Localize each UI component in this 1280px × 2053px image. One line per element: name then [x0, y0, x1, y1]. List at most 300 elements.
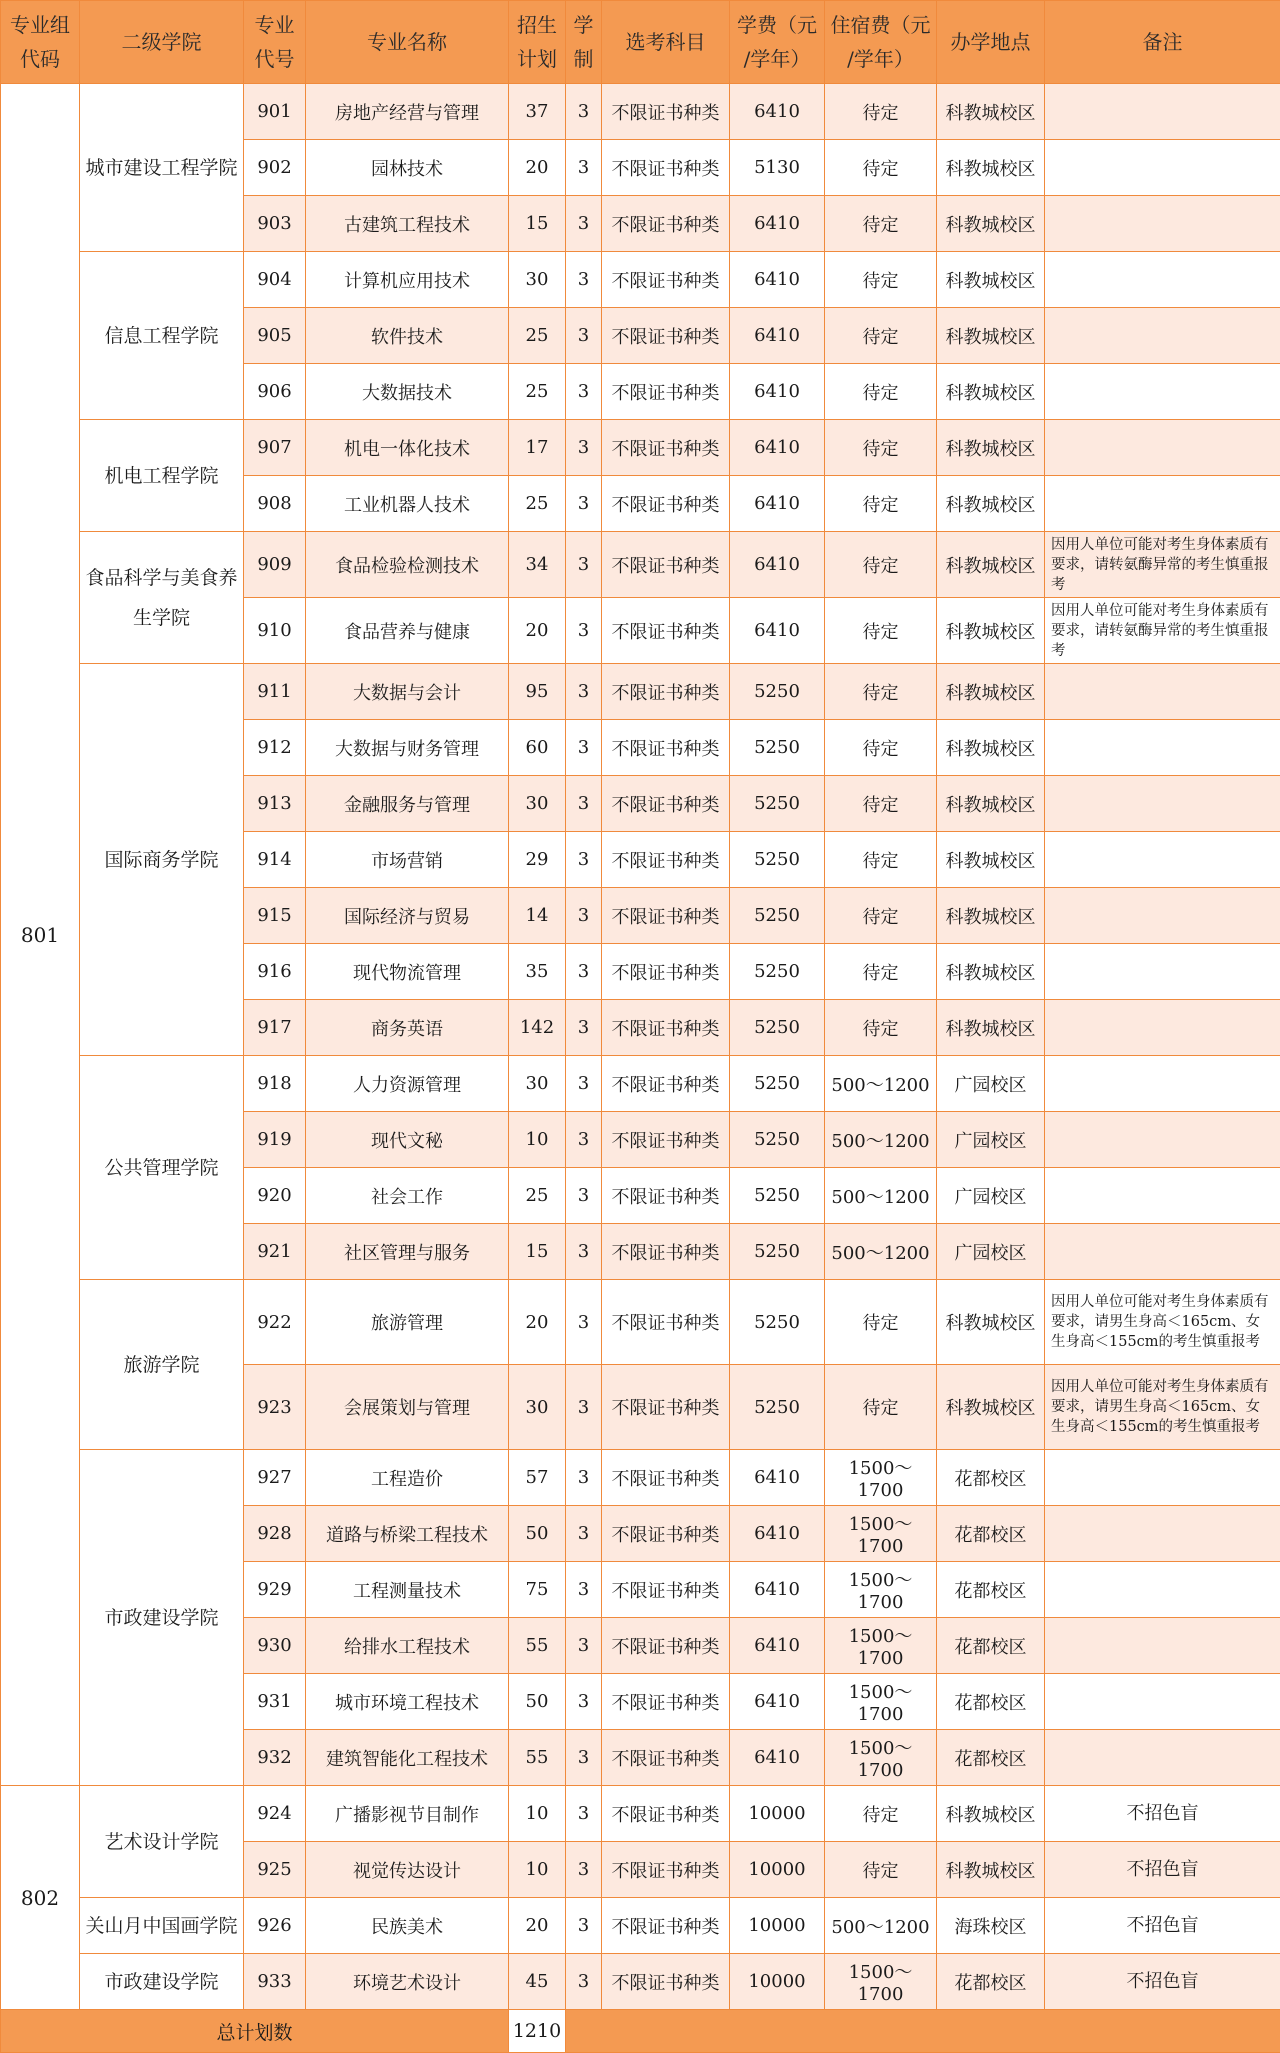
lodging-cell: 待定: [825, 252, 937, 308]
tuition-cell: 6410: [730, 252, 825, 308]
lodging-cell: 待定: [825, 140, 937, 196]
header-row: [1, 1, 1280, 84]
plan-cell: 10: [509, 1112, 566, 1168]
years-cell: 3: [566, 476, 602, 532]
total-value: 1210: [509, 2010, 566, 2053]
plan-cell: 37: [509, 84, 566, 140]
subject-cell: 不限证书种类: [602, 196, 730, 252]
major-name-cell: 工程测量技术: [306, 1562, 509, 1618]
campus-cell: 花都校区: [937, 1730, 1045, 1786]
years-cell: 3: [566, 1000, 602, 1056]
lodging-cell: 500～1200: [825, 1112, 937, 1168]
major-code-cell: 907: [244, 420, 306, 476]
major-name-cell: 环境艺术设计: [306, 1954, 509, 2010]
college-cell: 旅游学院: [80, 1280, 244, 1450]
major-name-cell: 大数据与财务管理: [306, 720, 509, 776]
major-name-cell: 软件技术: [306, 308, 509, 364]
subject-cell: 不限证书种类: [602, 1112, 730, 1168]
major-code-cell: 905: [244, 308, 306, 364]
college-cell: 市政建设学院: [80, 1954, 244, 2010]
major-code-cell: 922: [244, 1280, 306, 1365]
major-name-cell: 工程造价: [306, 1450, 509, 1506]
years-cell: 3: [566, 888, 602, 944]
years-cell: 3: [566, 252, 602, 308]
remark-cell: [1045, 84, 1280, 140]
lodging-cell: 1500～1700: [825, 1562, 937, 1618]
lodging-cell: 待定: [825, 1280, 937, 1365]
plan-cell: 30: [509, 252, 566, 308]
major-name-cell: 计算机应用技术: [306, 252, 509, 308]
major-code-cell: 918: [244, 1056, 306, 1112]
header-remark: 备注: [1045, 1, 1280, 84]
remark-cell: [1045, 664, 1280, 720]
years-cell: 3: [566, 140, 602, 196]
major-name-cell: 园林技术: [306, 140, 509, 196]
tuition-cell: 6410: [730, 1506, 825, 1562]
group-code-cell: 801: [1, 84, 80, 1786]
subject-cell: 不限证书种类: [602, 364, 730, 420]
plan-cell: 25: [509, 1168, 566, 1224]
subject-cell: 不限证书种类: [602, 832, 730, 888]
subject-cell: 不限证书种类: [602, 140, 730, 196]
remark-cell: [1045, 1450, 1280, 1506]
remark-cell: 因用人单位可能对考生身体素质有要求，请转氨酶异常的考生慎重报考: [1045, 532, 1280, 598]
header-major-code: 专业 代号: [244, 1, 306, 84]
subject-cell: 不限证书种类: [602, 1224, 730, 1280]
major-name-cell: 会展策划与管理: [306, 1365, 509, 1450]
remark-cell: [1045, 832, 1280, 888]
subject-cell: 不限证书种类: [602, 1674, 730, 1730]
major-name-cell: 建筑智能化工程技术: [306, 1730, 509, 1786]
major-name-cell: 房地产经营与管理: [306, 84, 509, 140]
campus-cell: 花都校区: [937, 1506, 1045, 1562]
tuition-cell: 5250: [730, 832, 825, 888]
remark-cell: [1045, 308, 1280, 364]
campus-cell: 科教城校区: [937, 1280, 1045, 1365]
plan-cell: 25: [509, 364, 566, 420]
plan-cell: 15: [509, 196, 566, 252]
subject-cell: 不限证书种类: [602, 1056, 730, 1112]
subject-cell: 不限证书种类: [602, 1168, 730, 1224]
lodging-cell: 待定: [825, 776, 937, 832]
campus-cell: 科教城校区: [937, 832, 1045, 888]
lodging-cell: 1500～1700: [825, 1674, 937, 1730]
years-cell: 3: [566, 1056, 602, 1112]
subject-cell: 不限证书种类: [602, 1450, 730, 1506]
plan-cell: 10: [509, 1786, 566, 1842]
lodging-cell: 待定: [825, 664, 937, 720]
plan-cell: 34: [509, 532, 566, 598]
tuition-cell: 6410: [730, 420, 825, 476]
table-row: [1, 84, 1280, 140]
major-code-cell: 909: [244, 532, 306, 598]
major-name-cell: 广播影视节目制作: [306, 1786, 509, 1842]
subject-cell: 不限证书种类: [602, 1842, 730, 1898]
years-cell: 3: [566, 196, 602, 252]
major-code-cell: 916: [244, 944, 306, 1000]
remark-cell: [1045, 140, 1280, 196]
major-code-cell: 906: [244, 364, 306, 420]
header-lodging: 住宿费（元 /学年）: [825, 1, 937, 84]
plan-cell: 25: [509, 476, 566, 532]
plan-cell: 57: [509, 1450, 566, 1506]
remark-cell: 不招色盲: [1045, 1954, 1280, 2010]
lodging-cell: 待定: [825, 598, 937, 664]
tuition-cell: 5250: [730, 1000, 825, 1056]
campus-cell: 海珠校区: [937, 1898, 1045, 1954]
tuition-cell: 6410: [730, 1450, 825, 1506]
major-code-cell: 933: [244, 1954, 306, 2010]
lodging-cell: 待定: [825, 1000, 937, 1056]
remark-cell: [1045, 420, 1280, 476]
plan-cell: 50: [509, 1506, 566, 1562]
years-cell: 3: [566, 364, 602, 420]
campus-cell: 科教城校区: [937, 664, 1045, 720]
campus-cell: 科教城校区: [937, 476, 1045, 532]
plan-cell: 30: [509, 1056, 566, 1112]
college-cell: 城市建设工程学院: [80, 84, 244, 252]
campus-cell: 科教城校区: [937, 420, 1045, 476]
subject-cell: 不限证书种类: [602, 476, 730, 532]
lodging-cell: 500～1200: [825, 1224, 937, 1280]
major-name-cell: 食品检验检测技术: [306, 532, 509, 598]
remark-cell: [1045, 1168, 1280, 1224]
lodging-cell: 1500～1700: [825, 1450, 937, 1506]
major-name-cell: 工业机器人技术: [306, 476, 509, 532]
subject-cell: 不限证书种类: [602, 1365, 730, 1450]
plan-cell: 75: [509, 1562, 566, 1618]
plan-cell: 60: [509, 720, 566, 776]
plan-cell: 50: [509, 1674, 566, 1730]
years-cell: 3: [566, 1280, 602, 1365]
subject-cell: 不限证书种类: [602, 1280, 730, 1365]
table-row: [1, 420, 1280, 476]
plan-cell: 30: [509, 776, 566, 832]
tuition-cell: 6410: [730, 1562, 825, 1618]
major-name-cell: 商务英语: [306, 1000, 509, 1056]
tuition-cell: 6410: [730, 1674, 825, 1730]
campus-cell: 科教城校区: [937, 140, 1045, 196]
remark-cell: [1045, 252, 1280, 308]
subject-cell: 不限证书种类: [602, 1562, 730, 1618]
lodging-cell: 待定: [825, 420, 937, 476]
major-name-cell: 旅游管理: [306, 1280, 509, 1365]
tuition-cell: 10000: [730, 1842, 825, 1898]
campus-cell: 花都校区: [937, 1954, 1045, 2010]
remark-cell: [1045, 196, 1280, 252]
header-years: 学 制: [566, 1, 602, 84]
plan-cell: 55: [509, 1730, 566, 1786]
years-cell: 3: [566, 1786, 602, 1842]
years-cell: 3: [566, 598, 602, 664]
subject-cell: 不限证书种类: [602, 1730, 730, 1786]
college-cell: 国际商务学院: [80, 664, 244, 1056]
lodging-cell: 1500～1700: [825, 1954, 937, 2010]
header-group-code: 专业组 代码: [1, 1, 80, 84]
major-name-cell: 现代物流管理: [306, 944, 509, 1000]
remark-cell: 不招色盲: [1045, 1842, 1280, 1898]
lodging-cell: 待定: [825, 888, 937, 944]
tuition-cell: 6410: [730, 84, 825, 140]
remark-cell: [1045, 1730, 1280, 1786]
years-cell: 3: [566, 1730, 602, 1786]
campus-cell: 科教城校区: [937, 1842, 1045, 1898]
college-cell: 机电工程学院: [80, 420, 244, 532]
tuition-cell: 10000: [730, 1786, 825, 1842]
plan-cell: 20: [509, 1280, 566, 1365]
major-code-cell: 901: [244, 84, 306, 140]
subject-cell: 不限证书种类: [602, 532, 730, 598]
plan-cell: 35: [509, 944, 566, 1000]
subject-cell: 不限证书种类: [602, 944, 730, 1000]
major-name-cell: 社会工作: [306, 1168, 509, 1224]
lodging-cell: 待定: [825, 832, 937, 888]
subject-cell: 不限证书种类: [602, 84, 730, 140]
remark-cell: [1045, 1674, 1280, 1730]
lodging-cell: 1500～1700: [825, 1730, 937, 1786]
years-cell: 3: [566, 776, 602, 832]
remark-cell: [1045, 1112, 1280, 1168]
subject-cell: 不限证书种类: [602, 664, 730, 720]
tuition-cell: 6410: [730, 196, 825, 252]
campus-cell: 科教城校区: [937, 1365, 1045, 1450]
campus-cell: 科教城校区: [937, 532, 1045, 598]
plan-cell: 55: [509, 1618, 566, 1674]
remark-cell: [1045, 1506, 1280, 1562]
campus-cell: 科教城校区: [937, 1786, 1045, 1842]
remark-cell: 不招色盲: [1045, 1786, 1280, 1842]
table-row: [1, 532, 1280, 598]
major-code-cell: 932: [244, 1730, 306, 1786]
years-cell: 3: [566, 84, 602, 140]
lodging-cell: 待定: [825, 1365, 937, 1450]
campus-cell: 科教城校区: [937, 944, 1045, 1000]
years-cell: 3: [566, 1954, 602, 2010]
subject-cell: 不限证书种类: [602, 888, 730, 944]
years-cell: 3: [566, 532, 602, 598]
major-name-cell: 城市环境工程技术: [306, 1674, 509, 1730]
subject-cell: 不限证书种类: [602, 308, 730, 364]
plan-cell: 20: [509, 140, 566, 196]
campus-cell: 广园校区: [937, 1056, 1045, 1112]
tuition-cell: 5250: [730, 664, 825, 720]
tuition-cell: 6410: [730, 1730, 825, 1786]
plan-cell: 20: [509, 598, 566, 664]
lodging-cell: 待定: [825, 364, 937, 420]
major-code-cell: 926: [244, 1898, 306, 1954]
major-code-cell: 913: [244, 776, 306, 832]
subject-cell: 不限证书种类: [602, 1506, 730, 1562]
major-code-cell: 923: [244, 1365, 306, 1450]
lodging-cell: 待定: [825, 308, 937, 364]
tuition-cell: 10000: [730, 1954, 825, 2010]
plan-cell: 10: [509, 1842, 566, 1898]
years-cell: 3: [566, 420, 602, 476]
plan-cell: 29: [509, 832, 566, 888]
subject-cell: 不限证书种类: [602, 1000, 730, 1056]
campus-cell: 广园校区: [937, 1224, 1045, 1280]
tuition-cell: 6410: [730, 598, 825, 664]
years-cell: 3: [566, 1365, 602, 1450]
plan-cell: 17: [509, 420, 566, 476]
remark-cell: 不招色盲: [1045, 1898, 1280, 1954]
major-code-cell: 912: [244, 720, 306, 776]
group-code-cell: 802: [1, 1786, 80, 2010]
college-cell: 艺术设计学院: [80, 1786, 244, 1898]
subject-cell: 不限证书种类: [602, 252, 730, 308]
college-cell: 市政建设学院: [80, 1450, 244, 1786]
years-cell: 3: [566, 1898, 602, 1954]
major-code-cell: 919: [244, 1112, 306, 1168]
plan-cell: 30: [509, 1365, 566, 1450]
major-name-cell: 大数据技术: [306, 364, 509, 420]
lodging-cell: 待定: [825, 1842, 937, 1898]
remark-cell: [1045, 364, 1280, 420]
remark-cell: [1045, 1562, 1280, 1618]
tuition-cell: 5250: [730, 1224, 825, 1280]
years-cell: 3: [566, 720, 602, 776]
table-row: [1, 1898, 1280, 1954]
remark-cell: [1045, 476, 1280, 532]
college-cell: 关山月中国画学院: [80, 1898, 244, 1954]
remark-cell: [1045, 776, 1280, 832]
major-code-cell: 902: [244, 140, 306, 196]
table-row: [1, 1280, 1280, 1365]
remark-cell: [1045, 1056, 1280, 1112]
years-cell: 3: [566, 1562, 602, 1618]
years-cell: 3: [566, 1168, 602, 1224]
plan-cell: 20: [509, 1898, 566, 1954]
campus-cell: 科教城校区: [937, 598, 1045, 664]
campus-cell: 科教城校区: [937, 1000, 1045, 1056]
major-code-cell: 930: [244, 1618, 306, 1674]
major-name-cell: 国际经济与贸易: [306, 888, 509, 944]
major-code-cell: 908: [244, 476, 306, 532]
lodging-cell: 待定: [825, 532, 937, 598]
campus-cell: 花都校区: [937, 1618, 1045, 1674]
tuition-cell: 5130: [730, 140, 825, 196]
major-code-cell: 914: [244, 832, 306, 888]
major-code-cell: 915: [244, 888, 306, 944]
years-cell: 3: [566, 832, 602, 888]
lodging-cell: 500～1200: [825, 1898, 937, 1954]
plan-cell: 45: [509, 1954, 566, 2010]
campus-cell: 科教城校区: [937, 252, 1045, 308]
major-name-cell: 大数据与会计: [306, 664, 509, 720]
remark-cell: 因用人单位可能对考生身体素质有要求，请转氨酶异常的考生慎重报考: [1045, 598, 1280, 664]
major-code-cell: 920: [244, 1168, 306, 1224]
years-cell: 3: [566, 1506, 602, 1562]
lodging-cell: 待定: [825, 196, 937, 252]
major-name-cell: 民族美术: [306, 1898, 509, 1954]
campus-cell: 科教城校区: [937, 196, 1045, 252]
major-name-cell: 道路与桥梁工程技术: [306, 1506, 509, 1562]
lodging-cell: 待定: [825, 476, 937, 532]
years-cell: 3: [566, 1224, 602, 1280]
major-name-cell: 视觉传达设计: [306, 1842, 509, 1898]
remark-cell: [1045, 888, 1280, 944]
major-name-cell: 古建筑工程技术: [306, 196, 509, 252]
lodging-cell: 500～1200: [825, 1168, 937, 1224]
campus-cell: 花都校区: [937, 1450, 1045, 1506]
table-row: [1, 664, 1280, 720]
major-name-cell: 食品营养与健康: [306, 598, 509, 664]
table-row: [1, 1056, 1280, 1112]
plan-cell: 15: [509, 1224, 566, 1280]
tuition-cell: 6410: [730, 532, 825, 598]
plan-cell: 95: [509, 664, 566, 720]
tuition-cell: 5250: [730, 1112, 825, 1168]
tuition-cell: 6410: [730, 308, 825, 364]
major-code-cell: 924: [244, 1786, 306, 1842]
total-row: [1, 2010, 1280, 2053]
years-cell: 3: [566, 944, 602, 1000]
table-row: [1, 1450, 1280, 1506]
major-code-cell: 929: [244, 1562, 306, 1618]
campus-cell: 广园校区: [937, 1112, 1045, 1168]
subject-cell: 不限证书种类: [602, 420, 730, 476]
major-name-cell: 人力资源管理: [306, 1056, 509, 1112]
remark-cell: [1045, 1618, 1280, 1674]
campus-cell: 科教城校区: [937, 84, 1045, 140]
years-cell: 3: [566, 1450, 602, 1506]
plan-cell: 14: [509, 888, 566, 944]
years-cell: 3: [566, 1842, 602, 1898]
lodging-cell: 500～1200: [825, 1056, 937, 1112]
remark-cell: 因用人单位可能对考生身体素质有要求，请男生身高＜165cm、女生身高＜155cm的考生慎重报考: [1045, 1280, 1280, 1365]
subject-cell: 不限证书种类: [602, 1954, 730, 2010]
total-label: 总计划数: [1, 2010, 509, 2053]
major-code-cell: 904: [244, 252, 306, 308]
college-cell: 食品科学与美食养生学院: [80, 532, 244, 664]
campus-cell: 广园校区: [937, 1168, 1045, 1224]
lodging-cell: 待定: [825, 720, 937, 776]
tuition-cell: 5250: [730, 776, 825, 832]
years-cell: 3: [566, 1674, 602, 1730]
header-campus: 办学地点: [937, 1, 1045, 84]
major-name-cell: 市场营销: [306, 832, 509, 888]
lodging-cell: 1500～1700: [825, 1506, 937, 1562]
major-code-cell: 927: [244, 1450, 306, 1506]
lodging-cell: 待定: [825, 944, 937, 1000]
campus-cell: 科教城校区: [937, 720, 1045, 776]
campus-cell: 科教城校区: [937, 888, 1045, 944]
table-row: [1, 1954, 1280, 2010]
major-name-cell: 机电一体化技术: [306, 420, 509, 476]
subject-cell: 不限证书种类: [602, 1898, 730, 1954]
major-code-cell: 921: [244, 1224, 306, 1280]
major-code-cell: 928: [244, 1506, 306, 1562]
campus-cell: 科教城校区: [937, 364, 1045, 420]
plan-cell: 142: [509, 1000, 566, 1056]
campus-cell: 科教城校区: [937, 308, 1045, 364]
subject-cell: 不限证书种类: [602, 598, 730, 664]
tuition-cell: 5250: [730, 1365, 825, 1450]
tuition-cell: 5250: [730, 720, 825, 776]
table-body: [1, 84, 1280, 2010]
header-tuition: 学费（元 /学年）: [730, 1, 825, 84]
years-cell: 3: [566, 1112, 602, 1168]
major-name-cell: 社区管理与服务: [306, 1224, 509, 1280]
major-name-cell: 现代文秘: [306, 1112, 509, 1168]
campus-cell: 花都校区: [937, 1562, 1045, 1618]
header-plan: 招生 计划: [509, 1, 566, 84]
remark-cell: [1045, 944, 1280, 1000]
remark-cell: 因用人单位可能对考生身体素质有要求，请男生身高＜165cm、女生身高＜155cm的考生慎重报考: [1045, 1365, 1280, 1450]
major-code-cell: 917: [244, 1000, 306, 1056]
header-college: 二级学院: [80, 1, 244, 84]
major-name-cell: 金融服务与管理: [306, 776, 509, 832]
